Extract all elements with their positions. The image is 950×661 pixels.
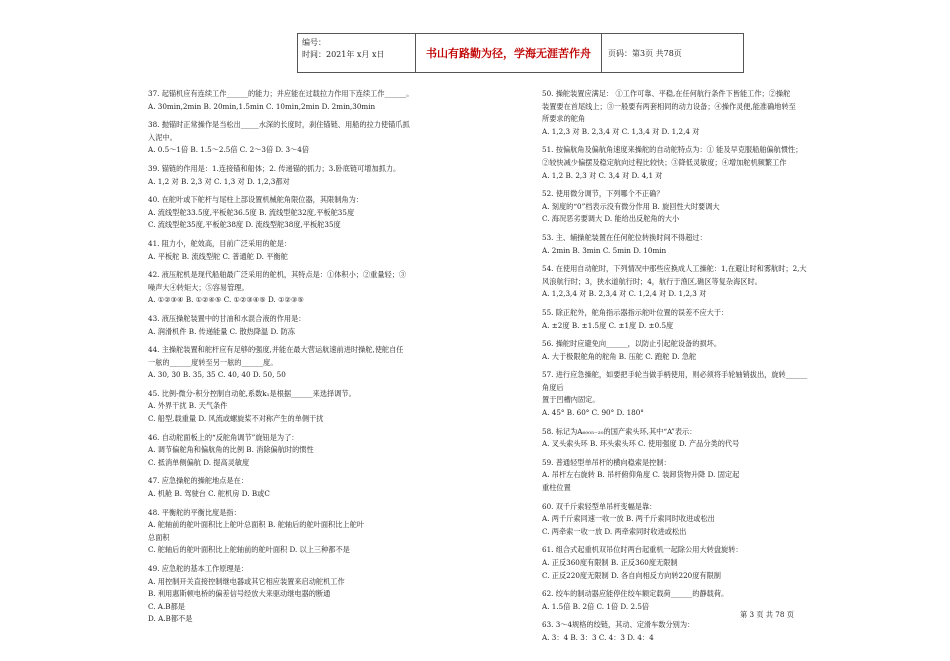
question-item [148,269,490,307]
question-line: C. 两牵索一收一放 D. 两牵索同时收进或松出 [542,526,687,536]
question-item [542,619,887,644]
left-column [148,88,490,632]
question-stem: 62. 绞车的制动器应能停住绞车额定载荷______的静载荷。 [542,589,729,599]
question-line: C. 正反220度无限制 D. 各自向相反方向转220度有限制 [542,570,721,580]
question-line: A. 正反360度有限制 B. 正反360度无限制 [542,558,678,567]
question-item [148,388,490,426]
question-stem: 46. 自动舵面板上的“反舵角调节”旋钮是为了： [148,432,299,442]
question-item [542,426,887,451]
question-line: A. 1,2 B. 2,3 对 C. 3,4 对 D. 4,1 对 [542,170,663,180]
question-line: A. 舵轴前的舵叶面积比上舵叶总面积 B. 舵轴后的舵叶面积比上舵叶 [148,520,364,530]
question-item [542,88,887,138]
question-stem: 53. 主、辅操舵装置在任何舵位转换时间不得超过： [542,232,707,242]
question-item [148,119,490,157]
question-line: 总面积 [148,532,170,542]
header-motto: 书山有路勤为径，学海无涯苦作舟 [416,34,602,72]
question-stem: 55. 除正舵外，舵角指示器指示舵叶位置的误差不应大于： [542,307,729,317]
question-line: A. 润滑机件 B. 传递能量 C. 散热降温 D. 防冻 [148,326,295,336]
question-line: 角度后 [542,382,564,392]
question-item [148,344,490,382]
question-item [148,163,490,188]
question-stem: 57. 进行应急操舵，如要把手轮当做手柄使用，则必须将手轮轴销拔出，旋转______ [542,370,808,380]
question-spacer [542,645,887,651]
question-line: A. 1.5倍 B. 2倍 C. 1倍 D. 2.5倍 [542,601,650,611]
question-line: D. A.B都不是 [148,614,193,624]
question-line: A. 1,2 对 B. 2,3 对 C. 1,3 对 D. 1,2,3都对 [148,176,290,186]
right-column [542,88,887,651]
question-line: A. 吊杆左右旋转 B. 吊杆俯仰角度 C. 装卸货物升降 D. 固定起 [542,470,740,480]
question-item [542,307,887,332]
question-line: A. 平板舵 B. 流线型舵 C. 普通舵 D. 平衡舵 [148,251,288,261]
question-stem: 45. 比例-微分-积分控制自动舵,系数k₁是根据______来选择调节。 [148,388,356,398]
question-item [148,432,490,470]
question-stem: 47. 应急操舵的操舵地点是在： [148,476,248,486]
question-line: A. 45° B. 60° C. 90° D. 180° [542,408,644,418]
question-item [148,88,490,113]
question-line: A. 流线型舵33.5度,平板舵36.5度 B. 流线型舵32度,平板舵35度 [148,207,355,217]
question-item [542,263,887,301]
question-stem: 61. 组合式起重机双吊位时两台起重机一起除公用大转盘旋转： [542,545,743,555]
question-stem: 42. 液压舵机是现代船舶最广泛采用的舵机，其特点是：①体积小；②重量轻；③ [148,270,407,280]
question-line: B. 利用惠斯顿电桥的偏差信号经放大来驱动继电器的断通 [148,589,331,599]
question-line: A. ±2度 B. ±1.5度 C. ±1度 D. ±0.5度 [542,320,674,330]
question-item [542,188,887,226]
question-item [148,313,490,338]
question-stem: 59. 普通轻型单吊杆的横向稳索是控制： [542,457,671,467]
question-line: A. 30, 30 B. 35, 35 C. 40, 40 D. 50, 50 [148,370,286,380]
question-item [542,544,887,582]
question-stem: 39. 锚链的作用是：1.连接锚和船体；2. 传递锚的抓力；3.卧底链可增加抓力。 [148,163,401,173]
question-line: 噪声大④转矩大；⑤容易管理。 [148,282,249,292]
question-item [542,369,887,419]
question-item [542,144,887,182]
question-stem: 58. 标记为A₆₀₀₅₋₂₀的国产索头环,其中“A”表示： [542,426,697,436]
question-line: A. 0.5～1倍 B. 1.5～2.5倍 C. 2～3倍 D. 3～4倍 [148,145,310,155]
question-line: A. 机舱 B. 驾驶台 C. 舵机房 D. B或C [148,489,270,499]
number-label: 编号： [302,38,326,47]
question-stem: 41. 阻力小，舵效高，目前广泛采用的舵是： [148,238,292,248]
question-line: 重柱位置 [542,483,571,493]
question-line: A. 1,2,3,4 对 B. 2,3,4 对 C. 1,2,4 对 D. 1,2,3 对 [542,289,707,299]
question-stem: 44. 主操舵装置和舵杆应有足够的强度,并能在最大营运航速前进时操舵,使舵自任 [148,345,404,355]
question-line: 所要求的舵角 [542,114,586,124]
question-line: A. 3：4 B. 3：3 C. 4：3 D. 4：4 [542,632,654,642]
question-item [148,238,490,263]
question-stem: 56. 操舵时应避免向______，以防止引起舵设备的损坏。 [542,339,722,349]
header-page-info: 页码：第3页 共78页 [608,48,682,58]
question-item [148,563,490,626]
question-line: 风浪航行时；3，狭水道航行时；4，航行于渔区,礁区等复杂海区时。 [542,276,762,286]
question-stem: 37. 起锚机应有连续工作______的能力；并应能在过载拉力作用下连续工作______。 [148,89,414,98]
time-label: 时间：2021年 x月 x日 [302,50,385,59]
question-line: A. ①②③④ B. ①②④⑤ C. ①②③④⑤ D. ①②③⑤ [148,295,304,305]
question-item [542,501,887,539]
question-stem: 43. 液压操舵装置中的甘油和水混合液的作用是： [148,313,306,323]
question-item [542,457,887,495]
question-stem: 63. 3～4规格的绞链，其动、定滑车数分别为： [542,620,695,630]
question-line: ②较快减少偏摆及稳定航向过程比较快；③降低灵敏度；④增加舵机频繁工作 [542,157,787,167]
question-line: A. 叉头索头环 B. 环头索头环 C. 使用强度 D. 产品分类的代号 [542,439,740,449]
question-line: 装置要在首尾线上；③一般要有两套相同的动力设备；④操作灵便,能准确地转至 [542,101,796,111]
page-footer: 第 3 页 共 78 页 [740,610,794,619]
question-stem: 51. 按偏航角及偏航角速度来操舵的自动舵特点为：① 能及早克服船舶偏航惯性； [542,145,803,155]
question-stem: 52. 使用微分调节，下列哪个不正确？ [542,189,664,199]
question-stem: 60. 双千斤索轻型单吊杆变幅是靠： [542,501,657,511]
question-stem: 40. 在舵叶或下舵杆与尾柱上部设置机械舵角限位器，其限制角为： [148,195,363,205]
question-stem: 50. 操舵装置应满足： ①工作可靠、平稳,在任何航行条件下皆能工作；②操舵 [542,89,791,98]
question-line: C. 抵消单侧偏航 D. 提高灵敏度 [148,457,250,467]
question-line: A. 刻度的“0”档表示没有微分作用 B. 旋回性大时要调大 [542,201,720,211]
question-line: A. 30min,2min B. 20min,1.5min C. 10min,2min D. 2min,30min [148,101,376,111]
question-item [542,588,887,613]
question-line: C. 海况恶劣要调大 D. 能给出反舵角的大小 [542,214,680,224]
question-stem: 54. 在使用自动舵时，下列情况中那些应换成人工操舵：1,在避让时和雾航时；2,大 [542,264,807,274]
question-line: C. 流线型舵35度,平板舵38度 D. 流线型舵38度,平板舵35度 [148,220,341,230]
question-item [542,338,887,363]
question-stem: 49. 应急舵的基本工作原理是： [148,564,248,573]
question-line: 一舷的______度转至另一舷的______度。 [148,357,278,367]
question-item [542,232,887,257]
question-line: C. 舵轴后的舵叶面积比上舵轴前的舵叶面积 D. 以上三种都不是 [148,545,350,555]
question-line: A. 大于极限舵角的舵角 B. 压舵 C. 跑舵 D. 急舵 [542,351,697,361]
question-line: 置于凹槽内固定。 [542,395,600,405]
question-line: C. A.B都是 [148,601,185,611]
question-item [148,507,490,557]
question-stem: 48. 平衡舵的平衡比度是指： [148,507,241,517]
question-line: 入泥中。 [148,132,177,142]
question-line: C. 船型,载重量 D. 风流或螺旋桨不对称产生的单侧干扰 [148,414,324,424]
question-item [148,475,490,500]
question-spacer [148,626,490,632]
question-line: A. 两千斤索同速一收一放 B. 两千斤索同时收进或松出 [542,514,715,524]
question-line: A. 外界干扰 B. 天气条件 [148,401,228,411]
question-line: A. 1,2,3 对 B. 2,3,4 对 C. 1,3,4 对 D. 1,2,4 对 [542,126,700,136]
page-header [297,33,744,73]
question-line: A. 用控制开关直接控制继电器或其它相应装置来启动舵机工作 [148,576,345,586]
header-meta [298,34,416,72]
question-line: A. 2min B. 3min C. 5min D. 10min [542,245,667,255]
question-line: A. 调节偏舵角和偏航角的比例 B. 消除偏航时的惯性 [148,445,314,455]
question-item [148,194,490,232]
question-stem: 38. 抛锚时正常操作是当松出_____水深的长度时，刹住锚链、用船的拉力使锚爪抓 [148,120,410,130]
